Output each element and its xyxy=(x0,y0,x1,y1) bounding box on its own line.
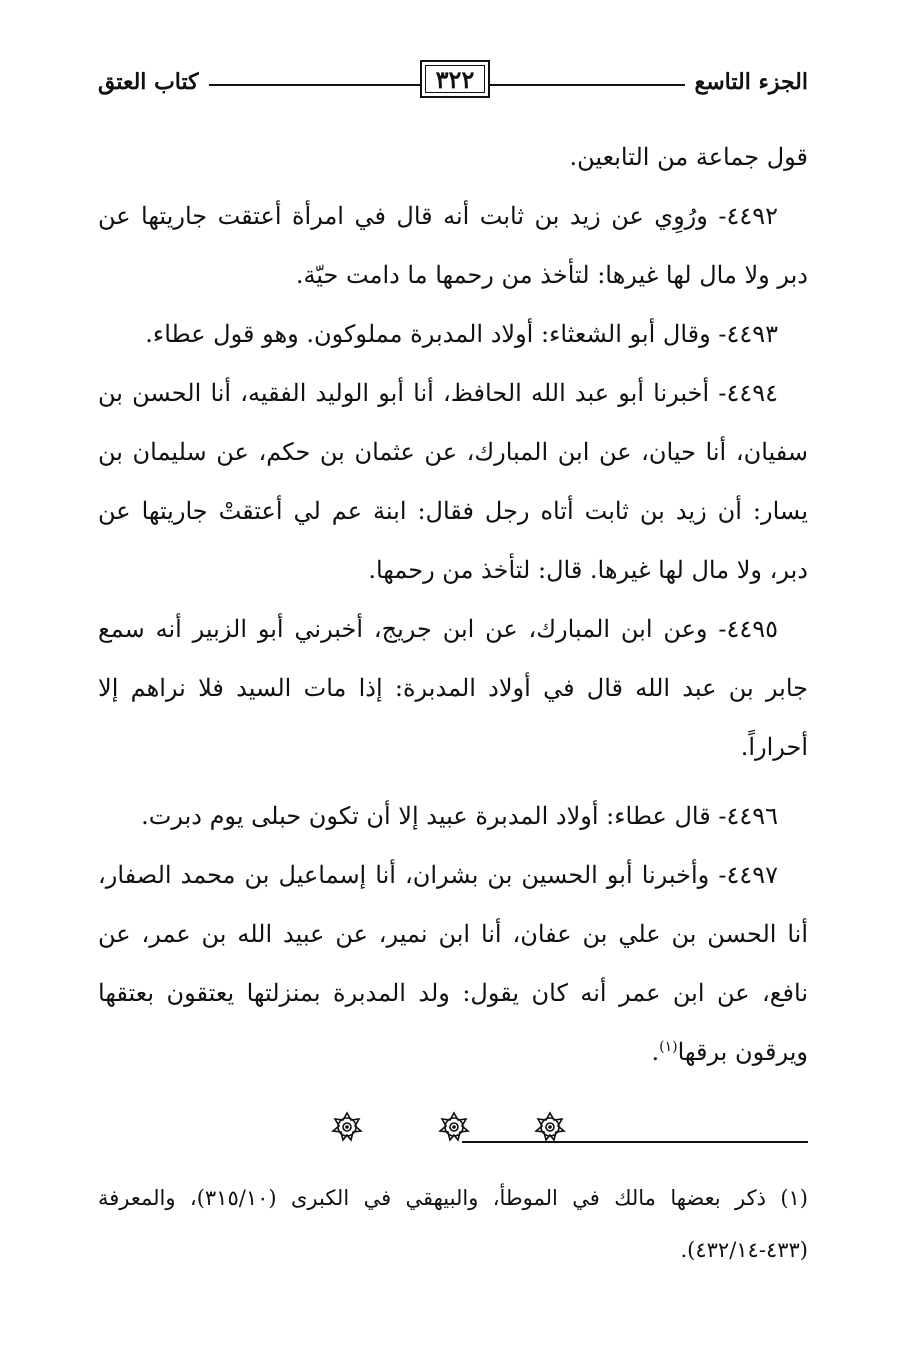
flower-ornament-icon xyxy=(437,1110,471,1144)
flower-ornament-icon xyxy=(533,1110,567,1144)
paragraph-4497 xyxy=(98,846,808,1082)
book-title: كتاب العتق xyxy=(98,62,209,102)
flower-ornament-icon xyxy=(330,1110,364,1144)
main-text xyxy=(98,128,808,1082)
paragraph-4492: ٤٤٩٢- ورُوِي عن زيد بن ثابت أنه قال في امرأة أعتقت جاريتها عن دبر ولا مال لها غيرها: لتأخذ من رحمها ما دامت حيّة. xyxy=(98,202,808,289)
paragraph-4494: ٤٤٩٤- أخبرنا أبو عبد الله الحافظ، أنا أبو الوليد الفقيه، أنا الحسن بن سفيان، أنا حيان، عن ابن المبارك، عن عثمان بن حكم، عن سليمان بن يسار: أن زيد بن ثابت أتاه رجل فقال: ابنة عم لي أعتقتْ جاريتها عن دبر، ولا مال لها غيرها. قال: لتأخذ من رحمها. xyxy=(98,379,809,584)
footnote: (١) ذكر بعضها مالك في الموطأ، والبيهقي في الكبرى (٣١٥/١٠)، والمعرفة (٤٣٣-٤٣٢/١٤). xyxy=(98,1186,808,1262)
footnote-separator xyxy=(462,1141,808,1143)
volume-title: الجزء التاسع xyxy=(685,62,808,102)
section-ornaments xyxy=(330,1110,590,1150)
page-number: ٣٢٢ xyxy=(420,60,490,98)
paragraph-4497-text: ٤٤٩٧- وأخبرنا أبو الحسين بن بشران، أنا إسماعيل بن محمد الصفار، أنا الحسن بن علي بن عفان، أنا ابن نمير، عن عبيد الله بن عمر، عن نافع، عن ابن عمر أنه كان يقول: ولد المدبرة بمنزلتها يعتقون بعتقها ويرقون برقها xyxy=(98,861,808,1066)
paragraph-4495: ٤٤٩٥- وعن ابن المبارك، عن ابن جريج، أخبرني أبو الزبير أنه سمع جابر بن عبد الله قال في أولاد المدبرة: إذا مات السيد فلا نراهم إلا أحراراً. xyxy=(98,615,808,761)
footnote-reference[interactable]: (١) xyxy=(659,1039,678,1055)
paragraph-end-period: . xyxy=(651,1038,660,1066)
page-header xyxy=(98,60,808,104)
paragraph-4496: ٤٤٩٦- قال عطاء: أولاد المدبرة عبيد إلا أن تكون حبلى يوم دبرت. xyxy=(141,802,778,830)
paragraph-4493: ٤٤٩٣- وقال أبو الشعثاء: أولاد المدبرة مملوكون. وهو قول عطاء. xyxy=(145,320,778,348)
paragraph-continuation: قول جماعة من التابعين. xyxy=(569,143,808,171)
